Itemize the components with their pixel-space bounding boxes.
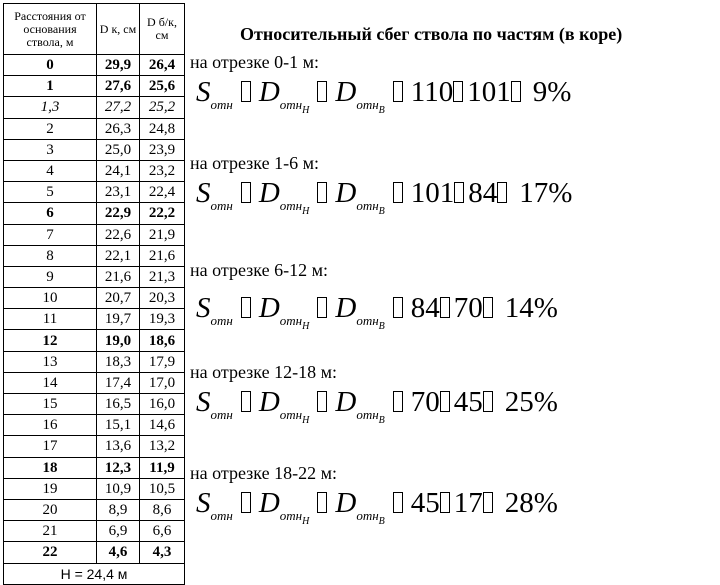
distance-cell: 1 bbox=[4, 76, 97, 97]
missing-glyph-box bbox=[440, 297, 450, 318]
distance-cell: 3 bbox=[4, 139, 97, 160]
d-bark-cell: 29,9 bbox=[97, 55, 140, 76]
relative-diameter-start: 45 bbox=[410, 487, 440, 519]
formula-d: D bbox=[335, 177, 357, 209]
distance-cell: 17 bbox=[4, 436, 97, 457]
d-bark-cell: 22,6 bbox=[97, 224, 140, 245]
table-row bbox=[4, 288, 185, 309]
formula-d-subscript: отн bbox=[279, 508, 303, 523]
formula-sub-v: В bbox=[378, 415, 385, 426]
formula-d: D bbox=[258, 386, 280, 418]
d-no-bark-cell: 21,9 bbox=[140, 224, 185, 245]
table-row bbox=[4, 330, 185, 351]
table-row bbox=[4, 203, 185, 224]
taper-formula bbox=[196, 487, 558, 527]
table-row bbox=[4, 415, 185, 436]
table-row bbox=[4, 182, 185, 203]
table-row bbox=[4, 76, 185, 97]
missing-glyph-box bbox=[241, 81, 251, 102]
missing-glyph-box bbox=[497, 182, 507, 203]
d-bark-cell: 18,3 bbox=[97, 351, 140, 372]
d-bark-cell: 26,3 bbox=[97, 118, 140, 139]
formula-d-subscript: отн bbox=[279, 198, 303, 213]
d-no-bark-cell: 4,3 bbox=[140, 542, 185, 563]
table-row bbox=[4, 55, 185, 76]
d-no-bark-cell: 19,3 bbox=[140, 309, 185, 330]
formula-d-subscript: отн bbox=[356, 407, 379, 422]
d-bark-cell: 8,9 bbox=[97, 499, 140, 520]
formula-d: D bbox=[335, 292, 357, 324]
d-no-bark-cell: 25,6 bbox=[140, 76, 185, 97]
formula-s: S bbox=[196, 487, 211, 519]
d-no-bark-cell: 22,2 bbox=[140, 203, 185, 224]
d-bark-cell: 19,0 bbox=[97, 330, 140, 351]
formula-d-subscript: отн bbox=[279, 407, 303, 422]
distance-cell: 15 bbox=[4, 394, 97, 415]
formula-d: D bbox=[258, 487, 280, 519]
missing-glyph-box bbox=[511, 81, 521, 102]
formula-d: D bbox=[258, 76, 280, 108]
d-no-bark-cell: 6,6 bbox=[140, 521, 185, 542]
distance-cell: 5 bbox=[4, 182, 97, 203]
d-bark-cell: 24,1 bbox=[97, 160, 140, 181]
taper-result: 28% bbox=[504, 487, 558, 519]
formula-sub-n: Н bbox=[302, 415, 310, 426]
d-bark-cell: 23,1 bbox=[97, 182, 140, 203]
d-no-bark-cell: 20,3 bbox=[140, 288, 185, 309]
d-bark-cell: 6,9 bbox=[97, 521, 140, 542]
formula-sub-v: В bbox=[378, 206, 385, 217]
d-bark-cell: 27,6 bbox=[97, 76, 140, 97]
missing-glyph-box bbox=[393, 81, 403, 102]
table-row bbox=[4, 457, 185, 478]
d-bark-cell: 16,5 bbox=[97, 394, 140, 415]
missing-glyph-box bbox=[241, 182, 251, 203]
d-bark-cell: 19,7 bbox=[97, 309, 140, 330]
missing-glyph-box bbox=[440, 391, 450, 412]
taper-result: 25% bbox=[504, 386, 558, 418]
formula-d-subscript: отн bbox=[279, 97, 303, 112]
missing-glyph-box bbox=[393, 297, 403, 318]
d-bark-cell: 21,6 bbox=[97, 266, 140, 287]
relative-diameter-end: 84 bbox=[468, 177, 498, 209]
formula-d: D bbox=[335, 487, 357, 519]
formula-s-subscript: отн bbox=[210, 508, 233, 523]
d-bark-cell: 13,6 bbox=[97, 436, 140, 457]
taper-result: 17% bbox=[519, 177, 573, 209]
distance-cell: 6 bbox=[4, 203, 97, 224]
d-bark-cell: 17,4 bbox=[97, 372, 140, 393]
formula-d-subscript: отн bbox=[356, 313, 379, 328]
formula-sub-n: Н bbox=[302, 206, 310, 217]
taper-result: 9% bbox=[532, 76, 572, 108]
table-row bbox=[4, 394, 185, 415]
formula-d: D bbox=[335, 386, 357, 418]
missing-glyph-box bbox=[317, 182, 327, 203]
missing-glyph-box bbox=[453, 81, 463, 102]
missing-glyph-box bbox=[393, 391, 403, 412]
formula-d: D bbox=[258, 292, 280, 324]
d-no-bark-cell: 14,6 bbox=[140, 415, 185, 436]
taper-formula bbox=[196, 292, 558, 332]
distance-cell: 9 bbox=[4, 266, 97, 287]
table-body bbox=[4, 55, 185, 564]
relative-diameter-end: 70 bbox=[453, 292, 483, 324]
distance-cell: 4 bbox=[4, 160, 97, 181]
table-row bbox=[4, 499, 185, 520]
formula-sub-v: В bbox=[378, 516, 385, 527]
d-bark-cell: 20,7 bbox=[97, 288, 140, 309]
segment-label: на отрезке 18-22 м: bbox=[190, 463, 337, 483]
formula-s-subscript: отн bbox=[210, 97, 233, 112]
d-no-bark-cell: 23,9 bbox=[140, 139, 185, 160]
table-row bbox=[4, 266, 185, 287]
segment-block bbox=[190, 52, 572, 116]
d-no-bark-cell: 8,6 bbox=[140, 499, 185, 520]
relative-diameter-end: 45 bbox=[453, 386, 483, 418]
formula-d: D bbox=[258, 177, 280, 209]
formula-sub-n: Н bbox=[302, 321, 310, 332]
relative-diameter-start: 84 bbox=[410, 292, 440, 324]
distance-cell: 7 bbox=[4, 224, 97, 245]
missing-glyph-box bbox=[393, 182, 403, 203]
d-no-bark-cell: 22,4 bbox=[140, 182, 185, 203]
table-row bbox=[4, 436, 185, 457]
col-header-distance: Расстояния от основания ствола, м bbox=[4, 4, 97, 55]
taper-result: 14% bbox=[504, 292, 558, 324]
distance-cell: 21 bbox=[4, 521, 97, 542]
missing-glyph-box bbox=[241, 391, 251, 412]
segment-label: на отрезке 6-12 м: bbox=[190, 260, 328, 280]
d-no-bark-cell: 17,9 bbox=[140, 351, 185, 372]
missing-glyph-box bbox=[317, 81, 327, 102]
missing-glyph-box bbox=[483, 492, 493, 513]
relative-diameter-start: 70 bbox=[410, 386, 440, 418]
d-no-bark-cell: 13,2 bbox=[140, 436, 185, 457]
missing-glyph-box bbox=[483, 391, 493, 412]
formula-d-subscript: отн bbox=[356, 508, 379, 523]
distance-cell: 1,3 bbox=[4, 97, 97, 118]
distance-cell: 11 bbox=[4, 309, 97, 330]
tree-height-total: Н = 24,4 м bbox=[4, 563, 185, 584]
formula-s: S bbox=[196, 386, 211, 418]
table-row bbox=[4, 139, 185, 160]
missing-glyph-box bbox=[483, 297, 493, 318]
formula-s-subscript: отн bbox=[210, 198, 233, 213]
missing-glyph-box bbox=[241, 492, 251, 513]
d-no-bark-cell: 17,0 bbox=[140, 372, 185, 393]
distance-cell: 19 bbox=[4, 478, 97, 499]
taper-formula bbox=[196, 76, 571, 116]
d-no-bark-cell: 23,2 bbox=[140, 160, 185, 181]
d-no-bark-cell: 24,8 bbox=[140, 118, 185, 139]
segment-block bbox=[190, 362, 558, 426]
distance-cell: 22 bbox=[4, 542, 97, 563]
formula-d-subscript: отн bbox=[279, 313, 303, 328]
formula-s: S bbox=[196, 76, 211, 108]
formula-s: S bbox=[196, 177, 211, 209]
distance-cell: 16 bbox=[4, 415, 97, 436]
d-bark-cell: 12,3 bbox=[97, 457, 140, 478]
formula-d-subscript: отн bbox=[356, 97, 379, 112]
segment-label: на отрезке 12-18 м: bbox=[190, 362, 337, 382]
d-no-bark-cell: 21,6 bbox=[140, 245, 185, 266]
table-row bbox=[4, 97, 185, 118]
segment-label: на отрезке 0-1 м: bbox=[190, 52, 319, 72]
distance-cell: 18 bbox=[4, 457, 97, 478]
formula-sub-n: Н bbox=[302, 516, 310, 527]
d-no-bark-cell: 16,0 bbox=[140, 394, 185, 415]
d-bark-cell: 25,0 bbox=[97, 139, 140, 160]
formula-d: D bbox=[335, 76, 357, 108]
formula-sub-v: В bbox=[378, 321, 385, 332]
table-row bbox=[4, 118, 185, 139]
d-bark-cell: 22,9 bbox=[97, 203, 140, 224]
table-header-row bbox=[4, 4, 185, 55]
relative-diameter-end: 17 bbox=[453, 487, 483, 519]
trunk-diameter-table bbox=[3, 3, 185, 585]
table-total-row bbox=[4, 563, 185, 584]
distance-cell: 20 bbox=[4, 499, 97, 520]
segment-block bbox=[190, 260, 558, 332]
distance-cell: 2 bbox=[4, 118, 97, 139]
page-title: Относительный сбег ствола по частям (в коре) bbox=[240, 24, 623, 44]
segment-block bbox=[190, 153, 573, 217]
table-row bbox=[4, 372, 185, 393]
col-header-d-no-bark: D б/к, см bbox=[140, 4, 185, 55]
relative-diameter-end: 101 bbox=[467, 76, 511, 108]
distance-cell: 12 bbox=[4, 330, 97, 351]
table-row bbox=[4, 245, 185, 266]
formula-d-subscript: отн bbox=[356, 198, 379, 213]
d-bark-cell: 10,9 bbox=[97, 478, 140, 499]
distance-cell: 14 bbox=[4, 372, 97, 393]
taper-formula bbox=[196, 177, 572, 217]
formula-s: S bbox=[196, 292, 211, 324]
d-no-bark-cell: 10,5 bbox=[140, 478, 185, 499]
table-row bbox=[4, 521, 185, 542]
formula-s-subscript: отн bbox=[210, 313, 233, 328]
segment-label: на отрезке 1-6 м: bbox=[190, 153, 319, 173]
taper-formula bbox=[196, 386, 558, 426]
table-row bbox=[4, 478, 185, 499]
distance-cell: 13 bbox=[4, 351, 97, 372]
segment-block bbox=[190, 463, 558, 527]
missing-glyph-box bbox=[454, 182, 464, 203]
distance-cell: 8 bbox=[4, 245, 97, 266]
missing-glyph-box bbox=[440, 492, 450, 513]
missing-glyph-box bbox=[317, 297, 327, 318]
table-row bbox=[4, 309, 185, 330]
table-row bbox=[4, 224, 185, 245]
missing-glyph-box bbox=[317, 492, 327, 513]
table-row bbox=[4, 160, 185, 181]
d-bark-cell: 22,1 bbox=[97, 245, 140, 266]
missing-glyph-box bbox=[393, 492, 403, 513]
d-no-bark-cell: 11,9 bbox=[140, 457, 185, 478]
relative-diameter-start: 110 bbox=[410, 76, 454, 108]
table-row bbox=[4, 351, 185, 372]
table-row bbox=[4, 542, 185, 563]
d-bark-cell: 15,1 bbox=[97, 415, 140, 436]
formula-sub-v: В bbox=[378, 105, 385, 116]
col-header-d-bark: D к, см bbox=[97, 4, 140, 55]
formula-sub-n: Н bbox=[302, 105, 310, 116]
relative-diameter-start: 101 bbox=[410, 177, 455, 209]
distance-cell: 0 bbox=[4, 55, 97, 76]
d-no-bark-cell: 26,4 bbox=[140, 55, 185, 76]
missing-glyph-box bbox=[241, 297, 251, 318]
distance-cell: 10 bbox=[4, 288, 97, 309]
d-no-bark-cell: 18,6 bbox=[140, 330, 185, 351]
d-bark-cell: 4,6 bbox=[97, 542, 140, 563]
d-no-bark-cell: 21,3 bbox=[140, 266, 185, 287]
formula-s-subscript: отн bbox=[210, 407, 233, 422]
d-bark-cell: 27,2 bbox=[97, 97, 140, 118]
missing-glyph-box bbox=[317, 391, 327, 412]
d-no-bark-cell: 25,2 bbox=[140, 97, 185, 118]
